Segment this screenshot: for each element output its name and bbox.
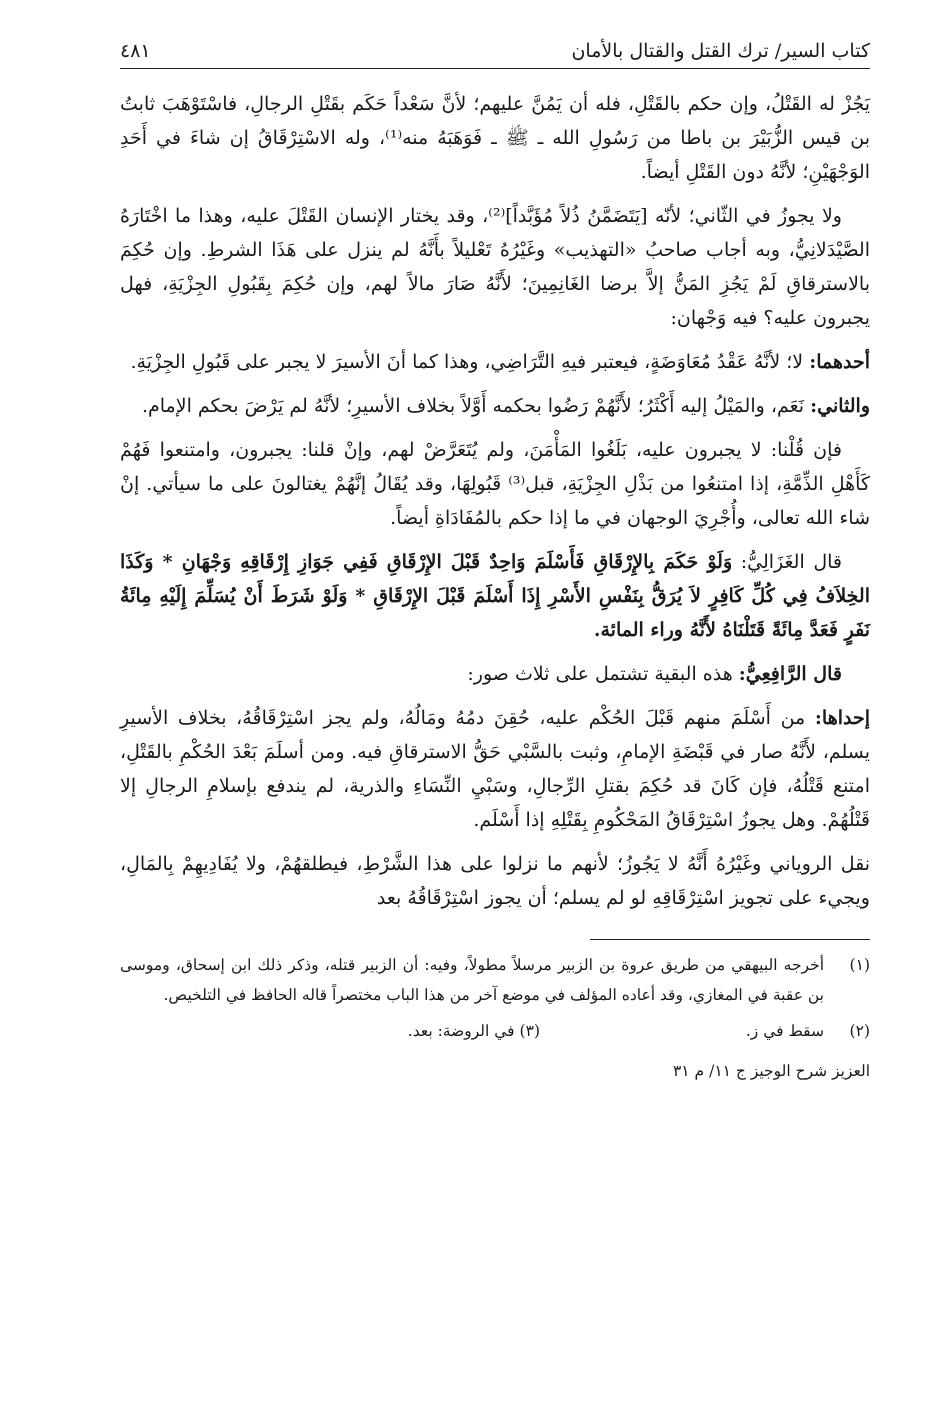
page-number: ٤٨١	[120, 40, 151, 62]
running-header	[120, 38, 870, 69]
book-signature: العزيز شرح الوجيز ج ١١/ م ٣١	[672, 1062, 870, 1080]
paragraph	[120, 545, 870, 647]
footnote-number: (٣)	[519, 1022, 540, 1040]
footnote-text: سقط في ز.	[745, 1022, 824, 1040]
paragraph-lead: إحداها:	[814, 707, 870, 729]
paragraph-text: هذه البقية تشتمل على ثلاث صور:	[467, 663, 733, 685]
paragraph-text: وَلَوْ حَكَمَ بِالإِرْقَاقِ فَأَسْلَمَ وَاحِدٌ قَبْلَ الإِرْقَاقِ فَفِي جَوَازِ إِرْقَاقِهِ وَجْهَانِ * وَكَذَا الخِلاَفُ فِي كُلِّ كَافِرٍ لاَ يُرَقُّ بِنَفْسِ الأَسْرِ إِذَا أَسْلَمَ قَبْلَ الإِرْقَاقِ * وَلَوْ شَرَطَ أَنْ يُسَلِّمَ إِلَيْهِ مِائَةُ نَفَرٍ فَعَدَّ مِائَةً قَتَلْنَاهُ لأَنَّهُ وراء المائة.	[120, 551, 870, 641]
paragraph	[120, 433, 870, 535]
paragraph-text: ولا يجوزُ في الثّاني؛ لأنّه [يَتَضَمَّنُ ذُلاً مُؤَبَّداً]⁽²⁾، وقد يختار الإنسان القَتْلَ عليه، وهذا ما اخْتَارَهُ الصَّيْدَلانِيُّ، وبه أجاب صاحبُ «التهذيب» وغَيْرُهُ تَعْليلاً بأَنَّهُ لم ينزل على هَذَا الشرطِ. وإن حُكِمَ بالاسترقاقِ لَمْ يَجُزِ المَنُّ إلاَّ برضا الغَانِمِينَ؛ لأَنَّهُ صَارَ مالاً لهم، وإن حُكِمَ بِقَبُولِ الجِزْيَةِ، فهل يجبرون عليه؟ فيه وَجْهان:	[120, 205, 870, 329]
paragraph	[120, 701, 870, 837]
paragraph	[120, 87, 870, 189]
paragraph	[120, 847, 870, 915]
paragraph	[120, 199, 870, 335]
footnote-row	[120, 1016, 870, 1046]
footnote-text: في الروضة: بعد.	[407, 1022, 515, 1040]
paragraph-lead: أحدهما:	[809, 351, 870, 373]
paragraph-text: فإن قُلْنا: لا يجبرون عليه، بَلَغُوا المَأْمَنَ، ولم يُتَعَرَّضْ لهم، وإنْ قلنا: يجبرون، وامتنعوا فَهُمْ كَأَهْلِ الذِّمَّةِ، إذا امتنعُوا من بَذْلِ الجِزْيَةِ، قبل⁽³⁾ قَبُولِهَا، وقد يُقَالُ إنَّهُمْ يغتالونَ على ما سيأتي. إنْ شاء الله تعالى، وأُجْرِيَ الوجهان في ما إذا حكم بالمُفَادَاةِ أيضاً.	[120, 439, 870, 529]
paragraph-text: يَجُزْ له القَتْلُ، وإن حكم بالقَتْلِ، فله أن يَمُنَّ عليهم؛ لأنَّ سَعْداً حَكَم بقَتْلِ الرجالِ، فاسْتَوْهَبَ ثابتُ بن قيس الزُّبَيْرَ بن باطا من رَسُولِ الله ـ ﷺ ـ فَوَهَبَهُ منه⁽¹⁾، وله الاسْتِرْقَاقُ إن شاءَ في أَحَدِ الوَجْهَيْنِ؛ لأنَّهُ دون القَتْلِ أيضاً.	[120, 93, 871, 183]
paragraph-lead: قال الرَّافِعِيُّ:	[738, 663, 842, 685]
paragraph-text: نَعَم، والمَيْلُ إليه أَكْثَرُ؛ لأَنَّهُمْ رَضُوا بحكمه أَوَّلاً بخلاف الأسيرِ؛ لأنَّهُ لم يَرْضَ بحكم الإمام.	[141, 395, 805, 417]
footnote	[120, 950, 870, 1010]
paragraph-text: من أَسْلَمَ منهم قَبْلَ الحُكْم عليه، حُقِنَ دمُهُ ومَالُهُ، ولم يجز اسْتِرْقَاقُهُ، بخلاف الأسيرِ يسلم، لأَنَّهُ صار في قَبْضَةِ الإمامِ، وثبت بالسَّبْي حَقُّ الاسترقاقِ فيه. ومن أسلَمَ بَعْدَ الحُكْمِ بالقَتْلِ، امتنع قَتْلُهُ، فإن كَانَ قد حُكِمَ بقتلِ الرِّجالِ، وسَبْيِ النِّسَاءِ والذرية، لم يندفع بإسلامِ الرجالِ إلا قَتْلُهُمْ. وهل يجوزُ اسْتِرْقَاقُ المَحْكُومِ بِقَتْلِهِ إذا أَسْلَم.	[120, 707, 870, 831]
paragraph-text: لا؛ لأنَّهُ عَقْدُ مُعَاوَضَةٍ، فيعتبر فيهِ التَّرَاضِي، وهذا كما أنَ الأسيرَ لا يجبر على قَبُولِ الجِزْيَةِ.	[130, 351, 804, 373]
paragraph-lead: والثاني:	[810, 395, 870, 417]
footnotes	[120, 950, 870, 1046]
paragraph-lead: قال الغَزَالِيُّ:	[740, 551, 842, 573]
running-title: كتاب السير/ ترك القتل والقتال بالأمان	[571, 40, 870, 62]
footnote-number: (٢)	[849, 1022, 870, 1040]
footnote	[746, 1022, 870, 1040]
main-text	[120, 87, 870, 915]
paragraph	[120, 345, 870, 379]
paragraph	[120, 657, 870, 691]
book-page	[120, 38, 870, 1080]
paragraph-text: نقل الروياني وغَيْرُهُ أَنَّهُ لا يَجُوزُ؛ لأنهم ما نزلوا على هذا الشَّرْطِ، فيطلقهُمْ، ولا يُفَادِيهِمْ بِالمَالِ، ويجيء على تجويز اسْتِرْقَاقِهِ لو لم يسلم؛ أن يجوز اسْتِرْقَاقُهُ بعد	[120, 853, 870, 909]
paragraph	[120, 389, 870, 423]
footnote	[408, 1016, 540, 1046]
footnote-text: أخرجه البيهقي من طريق عروة بن الزبير مرسلاً مطولاً، وفيه: أن الزبير قتله، وذكر ذلك ابن إسحاق، وموسى بن عقبة في المغازي، وقد أعاده المؤلف في موضع آخر من هذا الباب مختصراً قاله الحافظ في التلخيص.	[120, 956, 824, 1004]
footnote-divider	[590, 939, 870, 940]
footnote-number: (١)	[849, 956, 870, 974]
